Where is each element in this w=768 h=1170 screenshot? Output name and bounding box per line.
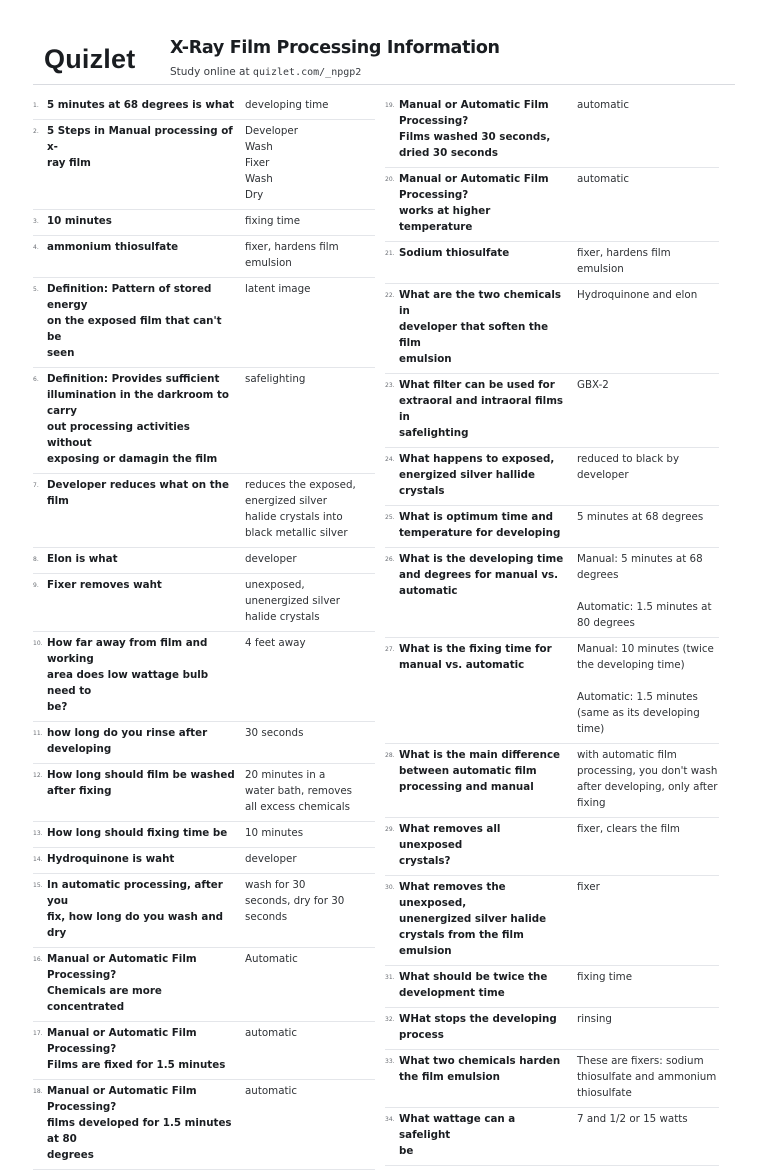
definition-line: fixer, clears the film xyxy=(577,823,680,835)
term-line: films developed for 1.5 minutes at 80 xyxy=(47,1117,232,1145)
flashcard-row xyxy=(33,948,375,1022)
card-term xyxy=(399,509,577,541)
flashcard-row xyxy=(33,1080,375,1170)
card-number: 5. xyxy=(33,286,39,293)
card-number: 27. xyxy=(385,646,395,653)
card-number: 11. xyxy=(33,730,43,737)
flashcard-row xyxy=(33,474,375,548)
definition-line: automatic xyxy=(577,99,630,111)
card-term xyxy=(399,551,577,631)
card-number: 12. xyxy=(33,772,43,779)
card-term xyxy=(399,377,577,441)
definition-line: all excess chemicals xyxy=(245,801,350,813)
term-line: developer that soften the film xyxy=(399,321,549,349)
card-number: 33. xyxy=(385,1058,395,1065)
card-definition xyxy=(245,635,375,715)
term-line: 5 minutes at 68 degrees is what xyxy=(47,99,235,111)
term-line: What should be twice the xyxy=(399,971,548,983)
card-definition xyxy=(577,245,719,277)
term-line: What removes all unexposed xyxy=(399,823,501,851)
card-definition xyxy=(577,747,719,811)
definition-line: Wash xyxy=(245,141,273,153)
flashcard-row xyxy=(33,236,375,278)
definition-line: unexposed, xyxy=(245,579,305,591)
definition-gap xyxy=(577,583,719,599)
card-term xyxy=(399,641,577,737)
definition-line: 5 minutes at 68 degrees xyxy=(577,511,704,523)
card-number: 23. xyxy=(385,382,395,389)
term-line: area does low wattage bulb need to xyxy=(47,669,209,697)
card-number: 22. xyxy=(385,292,395,299)
card-term xyxy=(47,635,245,715)
card-term xyxy=(47,877,245,941)
card-term xyxy=(47,825,245,841)
card-term xyxy=(399,1111,577,1159)
term-line: Manual or Automatic Film xyxy=(399,173,549,185)
term-line: developing xyxy=(47,743,112,755)
card-term xyxy=(399,1011,577,1043)
definition-line: thiosulfate and ammonium xyxy=(577,1071,717,1083)
definition-line: thiosulfate xyxy=(577,1087,632,1099)
flashcard-row xyxy=(33,278,375,368)
term-line: out processing activities without xyxy=(47,421,190,449)
definition-line: developer xyxy=(577,469,629,481)
card-number: 28. xyxy=(385,752,395,759)
card-number: 24. xyxy=(385,456,395,463)
flashcard-row xyxy=(385,1008,719,1050)
card-term xyxy=(47,123,245,203)
card-definition xyxy=(577,287,719,367)
definition-line: emulsion xyxy=(245,257,292,269)
definition-line: with automatic film xyxy=(577,749,677,761)
flashcard-row xyxy=(385,284,719,374)
card-term xyxy=(399,969,577,1001)
term-line: What is the main difference xyxy=(399,749,561,761)
definition-line: developing time xyxy=(245,99,329,111)
definition-line: 20 minutes in a xyxy=(245,769,326,781)
term-line: the film emulsion xyxy=(399,1071,500,1083)
card-definition xyxy=(245,951,375,1015)
term-line: crystals from the film emulsion xyxy=(399,929,524,957)
definition-line: latent image xyxy=(245,283,311,295)
definition-line: automatic xyxy=(245,1027,298,1039)
term-line: Films washed 30 seconds, xyxy=(399,131,551,143)
definition-line: automatic xyxy=(245,1085,298,1097)
card-term xyxy=(399,747,577,811)
study-online-prefix: Study online at xyxy=(170,66,253,78)
card-definition xyxy=(245,123,375,203)
flashcard-row xyxy=(385,876,719,966)
card-term xyxy=(399,171,577,235)
term-line: Films are fixed for 1.5 minutes xyxy=(47,1059,226,1071)
definition-line: automatic xyxy=(577,173,630,185)
flashcard-row xyxy=(33,210,375,236)
card-number: 13. xyxy=(33,830,43,837)
flashcard-row xyxy=(33,548,375,574)
card-definition xyxy=(577,171,719,235)
card-term xyxy=(47,371,245,467)
definition-line: Dry xyxy=(245,189,264,201)
flashcard-row xyxy=(33,94,375,120)
card-definition xyxy=(245,281,375,361)
card-definition xyxy=(245,551,375,567)
card-number: 18. xyxy=(33,1088,43,1095)
term-line: exposing or damagin the film xyxy=(47,453,218,465)
flashcard-row xyxy=(33,574,375,632)
definition-line: fixing xyxy=(577,797,606,809)
card-number: 29. xyxy=(385,826,395,833)
flashcard-row xyxy=(33,874,375,948)
term-line: What are the two chemicals in xyxy=(399,289,562,317)
term-line: What is the fixing time for xyxy=(399,643,552,655)
card-term xyxy=(399,879,577,959)
card-definition xyxy=(577,879,719,959)
term-line: Chemicals are more concentrated xyxy=(47,985,162,1013)
term-line: process xyxy=(399,1029,444,1041)
term-line: Hydroquinone is waht xyxy=(47,853,175,865)
term-line: Manual or Automatic Film xyxy=(399,99,549,111)
card-definition xyxy=(245,851,375,867)
flashcard-row xyxy=(33,764,375,822)
term-line: Elon is what xyxy=(47,553,118,565)
card-number: 25. xyxy=(385,514,395,521)
definition-line: Manual: 5 minutes at 68 xyxy=(577,553,703,565)
definition-line: fixer, hardens film emulsion xyxy=(577,247,671,275)
term-line: be? xyxy=(47,701,68,713)
definition-line: Automatic: 1.5 minutes xyxy=(577,691,698,703)
card-definition xyxy=(245,213,375,229)
card-term xyxy=(399,287,577,367)
term-line: What two chemicals harden xyxy=(399,1055,561,1067)
term-line: What removes the unexposed, xyxy=(399,881,506,909)
flashcard-row xyxy=(33,848,375,874)
definition-line: halide crystals into xyxy=(245,511,343,523)
card-number: 16. xyxy=(33,956,43,963)
term-line: and degrees for manual vs. xyxy=(399,569,559,581)
term-line: WHat stops the developing xyxy=(399,1013,557,1025)
card-number: 15. xyxy=(33,882,43,889)
term-line: works at higher temperature xyxy=(399,205,491,233)
term-line: What wattage can a safelight xyxy=(399,1113,516,1141)
term-line: dried 30 seconds xyxy=(399,147,498,159)
term-line: Manual or Automatic Film xyxy=(47,953,197,965)
definition-line: fixing time xyxy=(577,971,633,983)
term-line: crystals xyxy=(399,485,445,497)
term-line: development time xyxy=(399,987,505,999)
page-title: X-Ray Film Processing Information xyxy=(170,38,500,58)
card-number: 1. xyxy=(33,102,39,109)
card-definition xyxy=(577,97,719,161)
card-definition xyxy=(245,767,375,815)
term-line: crystals? xyxy=(399,855,451,867)
term-line: What is the developing time xyxy=(399,553,564,565)
term-line: between automatic film xyxy=(399,765,537,777)
card-definition xyxy=(577,969,719,1001)
definition-line: Automatic xyxy=(245,953,298,965)
flashcard-row xyxy=(385,966,719,1008)
definition-line: Automatic: 1.5 minutes at xyxy=(577,601,712,613)
flashcard-row xyxy=(385,242,719,284)
flashcard-row xyxy=(385,548,719,638)
card-term xyxy=(47,477,245,541)
card-definition xyxy=(577,1011,719,1043)
term-line: fix, how long do you wash and dry xyxy=(47,911,224,939)
card-definition xyxy=(577,509,719,541)
card-term xyxy=(47,851,245,867)
definition-line: 10 minutes xyxy=(245,827,304,839)
definition-line: halide crystals xyxy=(245,611,320,623)
term-line: processing and manual xyxy=(399,781,534,793)
card-number: 19. xyxy=(385,102,395,109)
term-line: ray film xyxy=(47,157,91,169)
term-line: on the exposed film that can't be xyxy=(47,315,222,343)
definition-line: reduces the exposed, xyxy=(245,479,356,491)
card-definition xyxy=(577,451,719,499)
page-header xyxy=(44,36,734,86)
card-definition xyxy=(577,377,719,441)
card-definition xyxy=(245,577,375,625)
card-number: 6. xyxy=(33,376,39,383)
term-line: Definition: Pattern of stored energy xyxy=(47,283,212,311)
card-definition xyxy=(245,239,375,271)
definition-line: fixing time xyxy=(245,215,301,227)
card-definition xyxy=(245,1083,375,1163)
definition-line: safelighting xyxy=(245,373,306,385)
card-number: 17. xyxy=(33,1030,43,1037)
definition-line: 80 degrees xyxy=(577,617,635,629)
term-line: after fixing xyxy=(47,785,112,797)
term-line: Developer reduces what on the film xyxy=(47,479,229,507)
flashcard-row xyxy=(33,822,375,848)
definition-line: (same as its developing xyxy=(577,707,700,719)
term-line: safelighting xyxy=(399,427,469,439)
definition-line: developer xyxy=(245,853,297,865)
term-line: automatic xyxy=(399,585,458,597)
card-term xyxy=(47,213,245,229)
definition-line: Developer xyxy=(245,125,298,137)
term-line: emulsion xyxy=(399,353,452,365)
term-line: 5 Steps in Manual processing of x- xyxy=(47,125,233,153)
card-number: 34. xyxy=(385,1116,395,1123)
card-definition xyxy=(577,1111,719,1159)
flashcard-row xyxy=(33,120,375,210)
term-line: What filter can be used for xyxy=(399,379,555,391)
term-line: Processing? xyxy=(399,189,469,201)
definition-line: developer xyxy=(245,553,297,565)
term-line: Processing? xyxy=(47,969,117,981)
card-number: 21. xyxy=(385,250,395,257)
card-number: 10. xyxy=(33,640,43,647)
term-line: 10 minutes xyxy=(47,215,112,227)
flashcard-row xyxy=(385,168,719,242)
card-definition xyxy=(245,725,375,757)
term-line: energized silver hallide xyxy=(399,469,535,481)
term-line: How far away from film and working xyxy=(47,637,208,665)
definition-line: Wash xyxy=(245,173,273,185)
card-term xyxy=(47,951,245,1015)
term-line: Processing? xyxy=(399,115,469,127)
flashcard-row xyxy=(385,448,719,506)
definition-line: Manual: 10 minutes (twice xyxy=(577,643,714,655)
card-term xyxy=(47,1025,245,1073)
definition-line: seconds, dry for 30 xyxy=(245,895,345,907)
quizlet-logo[interactable]: Quizlet xyxy=(44,44,136,74)
term-line: Fixer removes waht xyxy=(47,579,162,591)
definition-line: wash for 30 xyxy=(245,879,306,891)
card-definition xyxy=(245,1025,375,1073)
card-term xyxy=(47,551,245,567)
term-line: What happens to exposed, xyxy=(399,453,555,465)
term-line: In automatic processing, after you xyxy=(47,879,223,907)
study-online-line xyxy=(170,66,361,78)
definition-line: These are fixers: sodium xyxy=(577,1055,704,1067)
header-divider xyxy=(33,84,735,85)
term-line: Manual or Automatic Film xyxy=(47,1027,197,1039)
definition-line: black metallic silver xyxy=(245,527,348,539)
definition-line: seconds xyxy=(245,911,288,923)
card-term xyxy=(399,97,577,161)
definition-line: Fixer xyxy=(245,157,270,169)
definition-line: 4 feet away xyxy=(245,637,306,649)
definition-line: reduced to black by xyxy=(577,453,680,465)
flashcard-row xyxy=(33,632,375,722)
card-number: 14. xyxy=(33,856,43,863)
term-line: Sodium thiosulfate xyxy=(399,247,510,259)
definition-line: GBX-2 xyxy=(577,379,609,391)
card-number: 20. xyxy=(385,176,395,183)
term-line: Manual or Automatic Film xyxy=(47,1085,197,1097)
card-number: 31. xyxy=(385,974,395,981)
card-definition xyxy=(245,371,375,467)
flashcard-row xyxy=(385,638,719,744)
definition-line: 7 and 1/2 or 15 watts xyxy=(577,1113,688,1125)
flashcard-row xyxy=(385,744,719,818)
card-term xyxy=(399,1053,577,1101)
definition-gap xyxy=(577,673,719,689)
definition-line: fixer xyxy=(577,881,600,893)
right-column xyxy=(385,94,719,1166)
study-url-link[interactable]: quizlet.com/_npgp2 xyxy=(252,67,362,78)
term-line: Definition: Provides sufficient xyxy=(47,373,220,385)
term-line: manual vs. automatic xyxy=(399,659,525,671)
flashcard-row xyxy=(385,506,719,548)
card-number: 32. xyxy=(385,1016,395,1023)
term-line: ammonium thiosulfate xyxy=(47,241,179,253)
card-definition xyxy=(577,641,719,737)
card-definition xyxy=(577,821,719,869)
definition-line: time) xyxy=(577,723,605,735)
definition-line: water bath, removes xyxy=(245,785,353,797)
card-definition xyxy=(245,97,375,113)
card-number: 9. xyxy=(33,582,39,589)
card-definition xyxy=(577,1053,719,1101)
term-line: Processing? xyxy=(47,1101,117,1113)
term-line: unenergized silver halide xyxy=(399,913,547,925)
definition-line: 30 seconds xyxy=(245,727,304,739)
card-term xyxy=(47,767,245,815)
card-number: 30. xyxy=(385,884,395,891)
term-line: Processing? xyxy=(47,1043,117,1055)
card-number: 2. xyxy=(33,128,39,135)
term-line: seen xyxy=(47,347,75,359)
card-definition xyxy=(245,877,375,941)
card-term xyxy=(47,725,245,757)
term-line: illumination in the darkroom to carry xyxy=(47,389,229,417)
card-term xyxy=(47,1083,245,1163)
term-line: be xyxy=(399,1145,414,1157)
card-definition xyxy=(245,477,375,541)
flashcard-row xyxy=(385,374,719,448)
definition-line: processing, you don't wash xyxy=(577,765,718,777)
flashcard-row xyxy=(385,1108,719,1166)
flashcard-row xyxy=(33,368,375,474)
card-number: 8. xyxy=(33,556,39,563)
card-number: 4. xyxy=(33,244,39,251)
term-line: How long should fixing time be xyxy=(47,827,228,839)
card-definition xyxy=(245,825,375,841)
definition-line: fixer, hardens film xyxy=(245,241,339,253)
card-term xyxy=(399,451,577,499)
card-number: 3. xyxy=(33,218,39,225)
flashcard-row xyxy=(385,818,719,876)
card-number: 26. xyxy=(385,556,395,563)
definition-line: unenergized silver xyxy=(245,595,340,607)
card-term xyxy=(47,239,245,271)
term-line: degrees xyxy=(47,1149,94,1161)
flashcard-row xyxy=(385,1050,719,1108)
flashcard-row xyxy=(385,94,719,168)
card-definition xyxy=(577,551,719,631)
definition-line: the developing time) xyxy=(577,659,685,671)
card-term xyxy=(47,97,245,113)
flashcard-row xyxy=(33,722,375,764)
definition-line: rinsing xyxy=(577,1013,612,1025)
definition-line: degrees xyxy=(577,569,619,581)
card-number: 7. xyxy=(33,482,39,489)
term-line: how long do you rinse after xyxy=(47,727,208,739)
term-line: temperature for developing xyxy=(399,527,561,539)
flashcard-row xyxy=(33,1022,375,1080)
left-column xyxy=(33,94,375,1170)
card-term xyxy=(47,577,245,625)
definition-line: energized silver xyxy=(245,495,327,507)
term-line: What is optimum time and xyxy=(399,511,554,523)
definition-line: Hydroquinone and elon xyxy=(577,289,698,301)
card-term xyxy=(47,281,245,361)
term-line: extraoral and intraoral films in xyxy=(399,395,564,423)
definition-line: after developing, only after xyxy=(577,781,718,793)
term-line: How long should film be washed xyxy=(47,769,235,781)
card-term xyxy=(399,245,577,277)
card-term xyxy=(399,821,577,869)
